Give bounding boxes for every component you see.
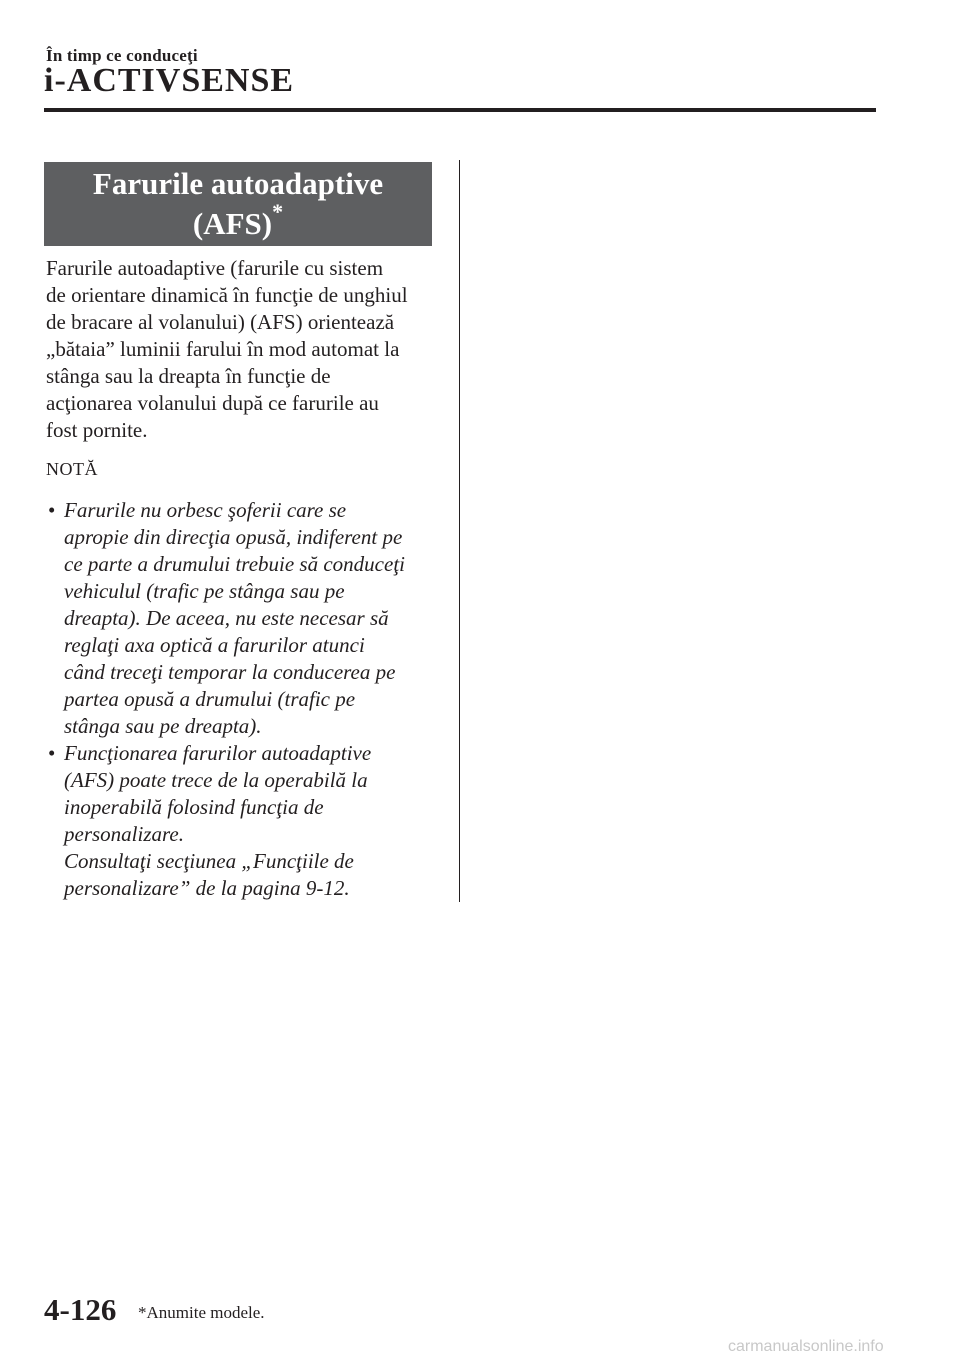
- note-line: apropie din direcţia opusă, indiferent pe: [64, 525, 403, 549]
- note-line: partea opusă a drumului (trafic pe: [64, 687, 356, 711]
- intro-line: stânga sau la dreapta în funcţie de: [46, 364, 331, 388]
- column-divider: [459, 160, 460, 902]
- intro-line: acţionarea volanului după ce farurile au: [46, 391, 379, 415]
- note-line: personalizare.: [64, 822, 184, 846]
- intro-paragraph: [46, 255, 446, 444]
- note-line: vehiculul (trafic pe stânga sau pe: [64, 579, 345, 603]
- note-line: Farurile nu orbesc şoferii care se: [64, 498, 347, 522]
- section-heading: i-ACTIVSENSE: [44, 62, 295, 99]
- note-line: (AFS) poate trece de la operabilă la: [64, 768, 368, 792]
- note-label: NOTĂ: [46, 459, 98, 479]
- intro-line: de orientare dinamică în funcţie de unghiul: [46, 283, 408, 307]
- note-line: Consultaţi secţiunea „Funcţiile de: [64, 849, 354, 873]
- bullet-icon: •: [48, 498, 56, 522]
- bullet-icon: •: [48, 741, 56, 765]
- intro-line: de bracare al volanului) (AFS) orientează: [46, 310, 395, 334]
- topic-title-line2: [192, 198, 284, 241]
- note-line: dreapta). De aceea, nu este necesar să: [64, 606, 389, 630]
- intro-line: fost pornite.: [46, 418, 148, 442]
- note-line: reglaţi axa optică a farurilor atunci: [64, 633, 365, 657]
- note-line: personalizare” de la pagina 9-12.: [64, 876, 350, 900]
- topic-title-abbrev: (AFS): [192, 206, 273, 241]
- chapter-heading: În timp ce conduceţi: [46, 46, 198, 65]
- note-line: inoperabilă folosind funcţia de: [64, 795, 324, 819]
- footnote: *Anumite modele.: [138, 1303, 265, 1322]
- note-line: stânga sau pe dreapta).: [64, 714, 262, 738]
- page-number: 4-126: [44, 1292, 117, 1327]
- watermark: carmanualsonline.info: [728, 1338, 884, 1355]
- note-line: ce parte a drumului trebuie să conduceţi: [64, 552, 405, 576]
- topic-title-box: [44, 162, 432, 246]
- note-list: [46, 497, 456, 902]
- note-line: Funcţionarea farurilor autoadaptive: [64, 741, 372, 765]
- model-asterisk: *: [272, 198, 284, 224]
- note-item: [46, 497, 456, 740]
- note-item: [46, 740, 456, 902]
- note-line: când treceţi temporar la conducerea pe: [64, 660, 396, 684]
- header-rule: [44, 108, 876, 112]
- intro-line: „bătaia” luminii farului în mod automat la: [46, 337, 400, 361]
- topic-title-line1: Farurile autoadaptive: [92, 166, 384, 201]
- intro-line: Farurile autoadaptive (farurile cu sistem: [46, 256, 384, 280]
